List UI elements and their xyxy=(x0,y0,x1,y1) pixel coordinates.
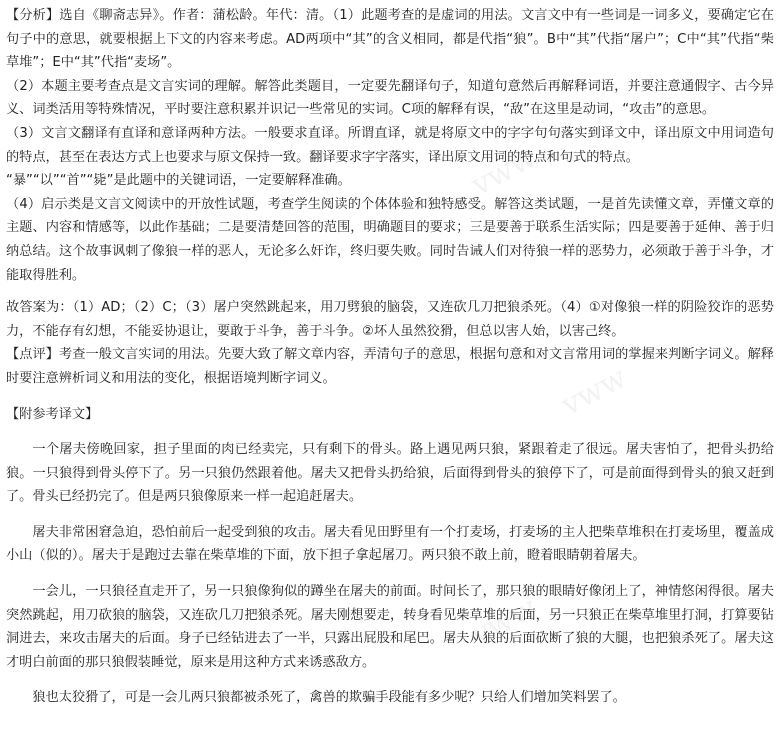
translation-paragraph: 一个屠夫傍晚回家，担子里面的肉已经卖完，只有剩下的骨头。路上遇见两只狼，紧跟着走了很远。屠夫害怕了，把骨头扔给狼。一只狼得到骨头停下了。另一只狼仍然跟着他。屠夫又把骨头扔给狼，后面得到骨头的狼停下了，可是前面得到骨头的狼又赶到了。骨头已经扔完了。但是两只狼像原来一样一起追赶屠夫。 xyxy=(6,442,774,505)
analysis-part2-paragraph: （2）本题主要考查点是文言实词的理解。解答此类题目，一定要先翻译句子，知道句意然后再解释词语，并要注意通假字、古今异义、词类活用等特殊情况，平时要注意积累并识记一些常见的实词。C项的解释有误，“敌”在这里是动词，“攻击”的意思。 xyxy=(6,78,774,118)
answer-paragraph: 故答案为：（1）AD；（2）C；（3）屠户突然跳起来，用刀劈狼的脑袋，又连砍几刀把狼杀死。（4）①对像狼一样的阴险狡诈的恶势力，不能存有幻想，不能妥协退让，要敢于斗争，善于斗争。②坏人虽然狡猾，但总以害人始，以害己终。 xyxy=(6,300,774,339)
analysis-intro-paragraph: 【分析】选自《聊斋志异》。作者：蒲松龄。年代：清。（1）此题考查的是虚词的用法。文言文中有一些词是一词多义，要确定它在句子中的意思，就要根据上下文的内容来考虑。AD两项中“其”的含义相同，都是代指“狼”。B中“其”代指“屠户”；C中“其”代指“柴草堆”；E中“其”代指“麦场”。 xyxy=(6,8,774,71)
analysis-part3-paragraph: （3）文言文翻译有直译和意译两种方法。一般要求直译。所谓直译，就是将原文中的字字句句落实到译文中，译出原文中用词造句的特点，甚至在表达方式上也要求与原文保持一致。翻译要求字字落实，译出原文用词的特点和句式的特点。 “暴”“以”“首”“毙”是此题中的关键词语，一定要解释准确。 xyxy=(6,125,774,189)
watermark: vww xyxy=(465,140,543,204)
watermark: vww xyxy=(555,360,633,424)
translation-heading: 【附参考译文】 xyxy=(6,406,99,422)
analysis-part4-paragraph: （4）启示类是文言文阅读中的开放性试题，考查学生阅读的个体体验和独特感受。解答这类试题，一是首先读懂文章，弄懂文章的主题、内容和情感等，以此作基础；二是要清楚回答的范围，明确题目的要求；三是要善于联系生活实际；四是要善于延伸、善于归纳总结。这个故事讽刺了像狼一样的恶人，无论多么奸诈，终归要失败。同时告诫人们对待狼一样的恶势力，必须敢于善于斗争，才能取得胜利。 xyxy=(6,196,774,283)
translation-paragraph: 屠夫非常困窘急迫，恐怕前后一起受到狼的攻击。屠夫看见田野里有一个打麦场，打麦场的主人把柴草堆积在打麦场里，覆盖成小山（似的）。屠夫于是跑过去靠在柴草堆的下面，放下担子拿起屠刀。两只狼不敢上前，瞪着眼睛朝着屠夫。 xyxy=(6,524,774,564)
comment-paragraph: 【点评】考查一般文言实词的用法。先要大致了解文章内容，弄清句子的意思，根据句意和对文言常用词的掌握来判断字词义。解释时要注意辨析词义和用法的变化，根据语境判断字词义。 xyxy=(6,347,774,386)
watermark: vww xyxy=(465,590,543,654)
translation-paragraph: 狼也太狡猾了，可是一会儿两只狼都被杀死了，禽兽的欺骗手段能有多少呢？只给人们增加笑料罢了。 xyxy=(32,690,626,706)
translation-paragraph: 一会儿，一只狼径直走开了，另一只狼像狗似的蹲坐在屠夫的前面。时间长了，那只狼的眼睛好像闭上了，神情悠闲得很。屠夫突然跳起，用刀砍狼的脑袋，又连砍几刀把狼杀死。屠夫刚想要走，转身看见柴草堆的后面，另一只狼正在柴草堆里打洞，打算要钻洞进去，来攻击屠夫的后面。身子已经钻进去了一半，只露出屁股和尾巴。屠夫从狼的后面砍断了狼的大腿，也把狼杀死了。屠夫这才明白前面的那只狼假装睡觉，原来是用这种方式来诱惑敌方。 xyxy=(6,584,774,670)
